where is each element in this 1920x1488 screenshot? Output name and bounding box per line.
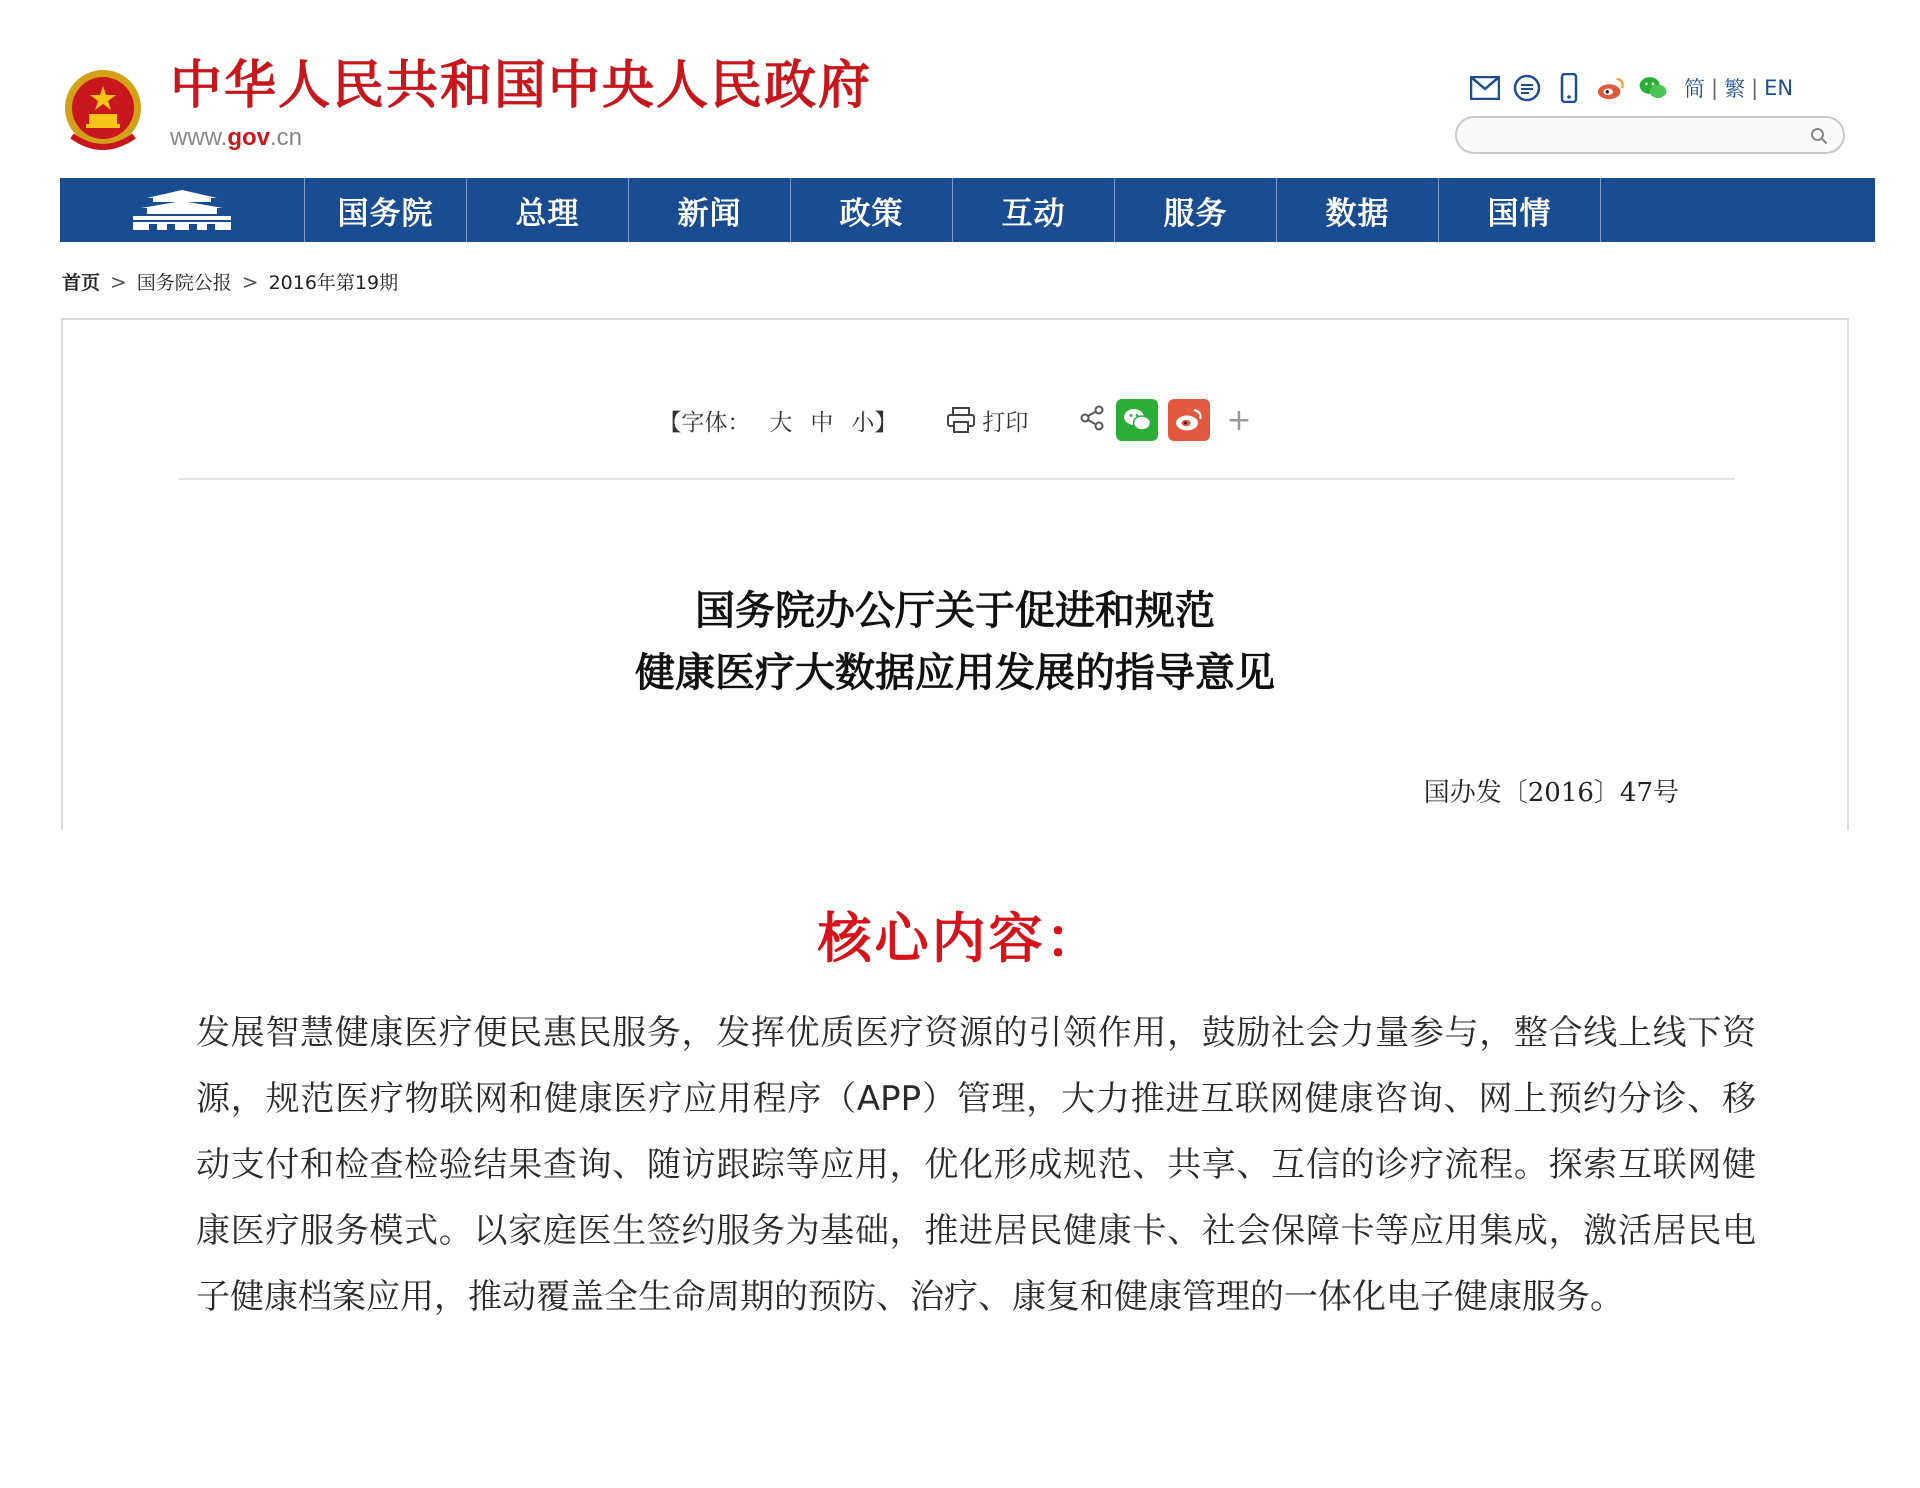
breadcrumb-issue-link[interactable]: 2016年第19期 bbox=[268, 272, 399, 294]
site-title[interactable]: 中华人民共和国中央人民政府 bbox=[170, 56, 873, 116]
tiananmen-icon bbox=[127, 188, 237, 232]
document-number: 国办发〔2016〕47号 bbox=[1423, 778, 1679, 808]
font-size-small-button[interactable]: 小】 bbox=[851, 409, 898, 436]
nav-item-news[interactable]: 新闻 bbox=[629, 178, 791, 242]
message-icon[interactable] bbox=[1512, 73, 1542, 103]
search-box bbox=[1455, 116, 1845, 154]
summary-body: 发展智慧健康医疗便民惠民服务，发挥优质医疗资源的引领作用，鼓励社会力量参与，整合线上线下资源，规范医疗物联网和健康医疗应用程序（APP）管理，大力推进互联网健康咨询、网上预约分诊、移动支付和检查检验结果查询、随访跟踪等应用，优化形成规范、共享、互信的诊疗流程。探索互联网健康医疗服务模式。以家庭医生签约服务为基础，推进居民健康卡、社会保障卡等应用集成，激活居民电子健康档案应用，推动覆盖全生命周期的预防、治疗、康复和健康管理的一体化电子健康服务。 bbox=[196, 1013, 1756, 1317]
url-prefix: www. bbox=[170, 124, 228, 151]
nav-item-premier[interactable]: 总理 bbox=[467, 178, 629, 242]
site-header bbox=[0, 0, 1920, 175]
document-title-line-1: 国务院办公厅关于促进和规范 bbox=[695, 587, 1215, 634]
font-size-medium-button[interactable]: 中 bbox=[810, 409, 834, 436]
lang-traditional-link[interactable]: 繁 bbox=[1724, 77, 1746, 101]
printer-icon bbox=[946, 407, 976, 433]
national-emblem-icon[interactable] bbox=[62, 66, 144, 154]
wechat-icon bbox=[1122, 407, 1152, 433]
mail-icon[interactable] bbox=[1470, 73, 1500, 103]
weibo-icon[interactable] bbox=[1596, 73, 1626, 103]
nav-item-interaction[interactable]: 互动 bbox=[953, 178, 1115, 242]
breadcrumb-separator: > bbox=[110, 269, 127, 294]
nav-item-data[interactable]: 数据 bbox=[1277, 178, 1439, 242]
nav-item-state-council[interactable]: 国务院 bbox=[305, 178, 467, 242]
article-panel bbox=[61, 318, 1849, 830]
document-title bbox=[63, 580, 1847, 704]
font-size-large-button[interactable]: 大 bbox=[769, 409, 793, 436]
toolbar-divider bbox=[179, 478, 1735, 480]
search-icon[interactable] bbox=[1807, 124, 1831, 148]
nav-home-link[interactable] bbox=[60, 178, 305, 242]
share-group bbox=[1078, 399, 1251, 441]
search-input[interactable] bbox=[1473, 122, 1793, 148]
print-label: 打印 bbox=[982, 409, 1029, 436]
document-title-line-2: 健康医疗大数据应用发展的指导意见 bbox=[635, 649, 1275, 696]
summary-heading: 核心内容： bbox=[817, 907, 1103, 970]
wechat-icon[interactable] bbox=[1638, 73, 1668, 103]
share-wechat-button[interactable] bbox=[1116, 399, 1158, 441]
share-icon[interactable] bbox=[1078, 404, 1106, 436]
lang-separator: | bbox=[1751, 76, 1759, 100]
breadcrumb-separator: > bbox=[241, 269, 259, 294]
site-url[interactable] bbox=[170, 124, 302, 152]
lang-english-link[interactable]: EN bbox=[1764, 76, 1794, 100]
font-size-label: 【字体： bbox=[658, 409, 751, 436]
nav-item-services[interactable]: 服务 bbox=[1115, 178, 1277, 242]
share-weibo-button[interactable] bbox=[1168, 399, 1210, 441]
article-toolbar bbox=[63, 400, 1847, 440]
header-tools bbox=[1470, 70, 1793, 106]
mobile-icon[interactable] bbox=[1554, 73, 1584, 103]
share-more-button[interactable]: + bbox=[1226, 402, 1252, 438]
font-size-control bbox=[658, 404, 906, 437]
language-switcher bbox=[1684, 73, 1793, 103]
breadcrumb-gazette-link[interactable]: 国务院公报 bbox=[136, 272, 232, 294]
url-suffix: .cn bbox=[270, 124, 303, 151]
nav-item-policy[interactable]: 政策 bbox=[791, 178, 953, 242]
breadcrumb bbox=[62, 268, 398, 295]
nav-item-national-info[interactable]: 国情 bbox=[1439, 178, 1601, 242]
lang-separator: | bbox=[1711, 76, 1719, 100]
main-navbar bbox=[60, 178, 1875, 242]
print-button[interactable] bbox=[946, 404, 1028, 437]
breadcrumb-home-link[interactable]: 首页 bbox=[62, 272, 101, 294]
lang-simplified-link[interactable]: 简 bbox=[1684, 77, 1705, 101]
weibo-icon bbox=[1174, 407, 1204, 433]
url-domain: gov bbox=[227, 124, 271, 151]
